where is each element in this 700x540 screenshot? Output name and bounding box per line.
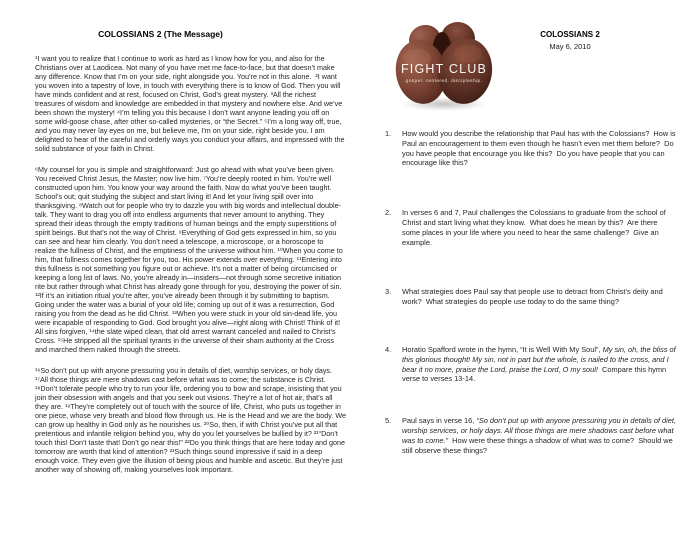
question-number: 2. (385, 208, 392, 218)
question-text-segment: Horatio Spafford wrote in the hymn, “It is Well With My Soul”, (402, 344, 603, 354)
question-text (402, 129, 677, 168)
right-page-title: COLOSSIANS 2 (540, 30, 600, 39)
left-page-title: COLOSSIANS 2 (The Message) (98, 29, 223, 39)
question-item-2 (385, 208, 677, 247)
question-item-3 (385, 287, 677, 307)
right-page (380, 0, 700, 540)
question-text (402, 416, 677, 455)
question-text-segment: What strategies does Paul say that people use to detract from Christ’s deity and work? What strategies do people use today to do the same thing? (402, 287, 665, 307)
fight-club-boxing-gloves-image (395, 16, 493, 112)
question-text-segment: How would you describe the relationship that Paul has with the Colossians? How is Paul an encouragement to them even though he hasn’t even met them before? Do you have people that encourage you like this? Do you have people that you can encourage like this? (402, 129, 678, 168)
question-text-italic: “So don’t put up with anyone pressuring you in details of diet, worship services, or holy days. All those things are mere shadows cast before what was to come.” (402, 416, 679, 445)
question-number: 1. (385, 129, 392, 138)
question-text (402, 287, 677, 307)
question-text (402, 208, 677, 247)
question-list (385, 129, 677, 455)
question-text (402, 345, 677, 384)
question-text-italic: My sin, oh, the bliss of this glorious thought! My sin, not in part but the whole, is nailed to the cross, and I bear it no more, praise the Lord, praise the Lord, O my soul! (402, 344, 678, 374)
scripture-paragraph-1: ¹I want you to realize that I continue to work as hard as I know how for you, and also for the Christians over at Laodicea. Not many of you have met me face-to-face, but that doesn’t make any difference. Know that I’m on your side, right alongside you. You’re not in this alone. ²I want you woven into a tapestry of love, in touch with everything there is to know of God. Then you will have minds confident and at rest, focused on Christ, God’s great mystery. ³All the richest treasures of wisdom and knowledge are embedded in that mystery and nowhere else. And we’ve been shown the mystery! ⁴I’m telling you this because I don’t want anyone leading you off on some wild-goose chase, after other so-called mysteries, or “the Secret.” ⁵I’m a long way off, true, and you may never lay eyes on me, but believe me, I’m on your side, right beside you. I am delighted to hear of the careful and orderly ways you conduct your affairs, and impressed with the solid substance of your faith in Christ. (35, 54, 347, 153)
scripture-paragraph-3: ¹⁶So don’t put up with anyone pressuring you in details of diet, worship services, or holy days. ¹⁷All those things are mere shadows cast before what was to come; the substance is Christ. ¹⁸Don’t tolerate people who try to run your life, ordering you to bow and scrape, insisting that you join their obsession with angels and that you seek out visions. They’re a lot of hot air, that’s all they are. ¹⁹They’re completely out of touch with the source of life, Christ, who puts us together in one piece, whose very breath and blood flow through us. He is the Head and we are the body. We can grow up healthy in God only as he nourishes us. ²⁰So, then, if with Christ you’ve put all that pretentious and infantile religion behind you, why do you let yourselves be bullied by it? ²¹“Don’t touch this! Don’t taste that! Don’t go near this!” ²²Do you think things that are here today and gone tomorrow are worth that kind of attention? ²³Such things sound impressive if said in a deep enough voice. They even give the illusion of being pious and humble and ascetic. But they’re just another way of showing off, making yourselves look important. (35, 366, 348, 474)
right-page-date: May 6, 2010 (549, 42, 591, 51)
question-number: 3. (385, 287, 392, 297)
question-text-segment: Compare this hymn verse to verses 13-14. (402, 364, 669, 384)
right-page-header (480, 29, 660, 52)
question-text-segment: How were these things a shadow of what was to come? Should we still observe these things? (402, 435, 675, 455)
fight-club-logo-text: FIGHT CLUB (400, 62, 488, 76)
question-number: 5. (385, 416, 392, 426)
question-item-5 (385, 416, 677, 455)
question-text-segment: In verses 6 and 7, Paul challenges the Colossians to graduate from the school of Christ and start living what they know. What does he mean by this? Are there some places in your life where you need to hear the same challenge? Give an example. (402, 208, 668, 247)
fight-club-logo-tagline: gospel. centered. discipleship. (405, 79, 483, 84)
question-number: 4. (385, 344, 392, 354)
question-item-1 (385, 129, 677, 168)
question-text-segment: Paul says in verse 16, (402, 416, 477, 426)
scripture-paragraph-2: ⁶My counsel for you is simple and straightforward: Just go ahead with what you’ve been given. You received Christ Jesus, the Master; now live him. ⁷You’re deeply rooted in him. You’re well constructed upon him. You know your way around the faith. Now do what you’ve been taught. School’s out; quit studying the subject and start living it! And let your living spill over into thanksgiving. ⁸Watch out for people who try to dazzle you with big words and intellectual double-talk. They want to drag you off into endless arguments that never amount to anything. They spread their ideas through the empty traditions of human beings and the empty superstitions of spirit beings. But that’s not the way of Christ. ⁹Everything of God gets expressed in him, so you can see and hear him clearly. You don’t need a telescope, a microscope, or a horoscope to realize the fullness of Christ, and the emptiness of the universe without him. ¹⁰When you come to him, that fullness comes together for you, too. His power extends over everything. ¹¹Entering into this fullness is not something you figure out or achieve. It’s not a matter of being circumcised or keeping a long list of laws. No, you’re already in—insiders—not through some secretive initiation rite but rather through what Christ has already gone through for you, destroying the power of sin. ¹²If it’s an initiation ritual you’re after, you’ve already been through it by submitting to baptism. Going under the water was a burial of your old life; coming up out of it was a resurrection, God raising you from the dead as he did Christ. ¹³When you were stuck in your old sin-dead life, you were incapable of responding to God. God brought you alive—right along with Christ! Think of it! All sins forgiven, ¹⁴the slate wiped clean, that old arrest warrant canceled and nailed to Christ’s Cross. ¹⁵He stripped all the spiritual tyrants in the universe of their sham authority at the Cross and marched them naked through the streets. (35, 165, 345, 354)
left-page (35, 28, 346, 486)
question-item-4 (385, 345, 677, 384)
